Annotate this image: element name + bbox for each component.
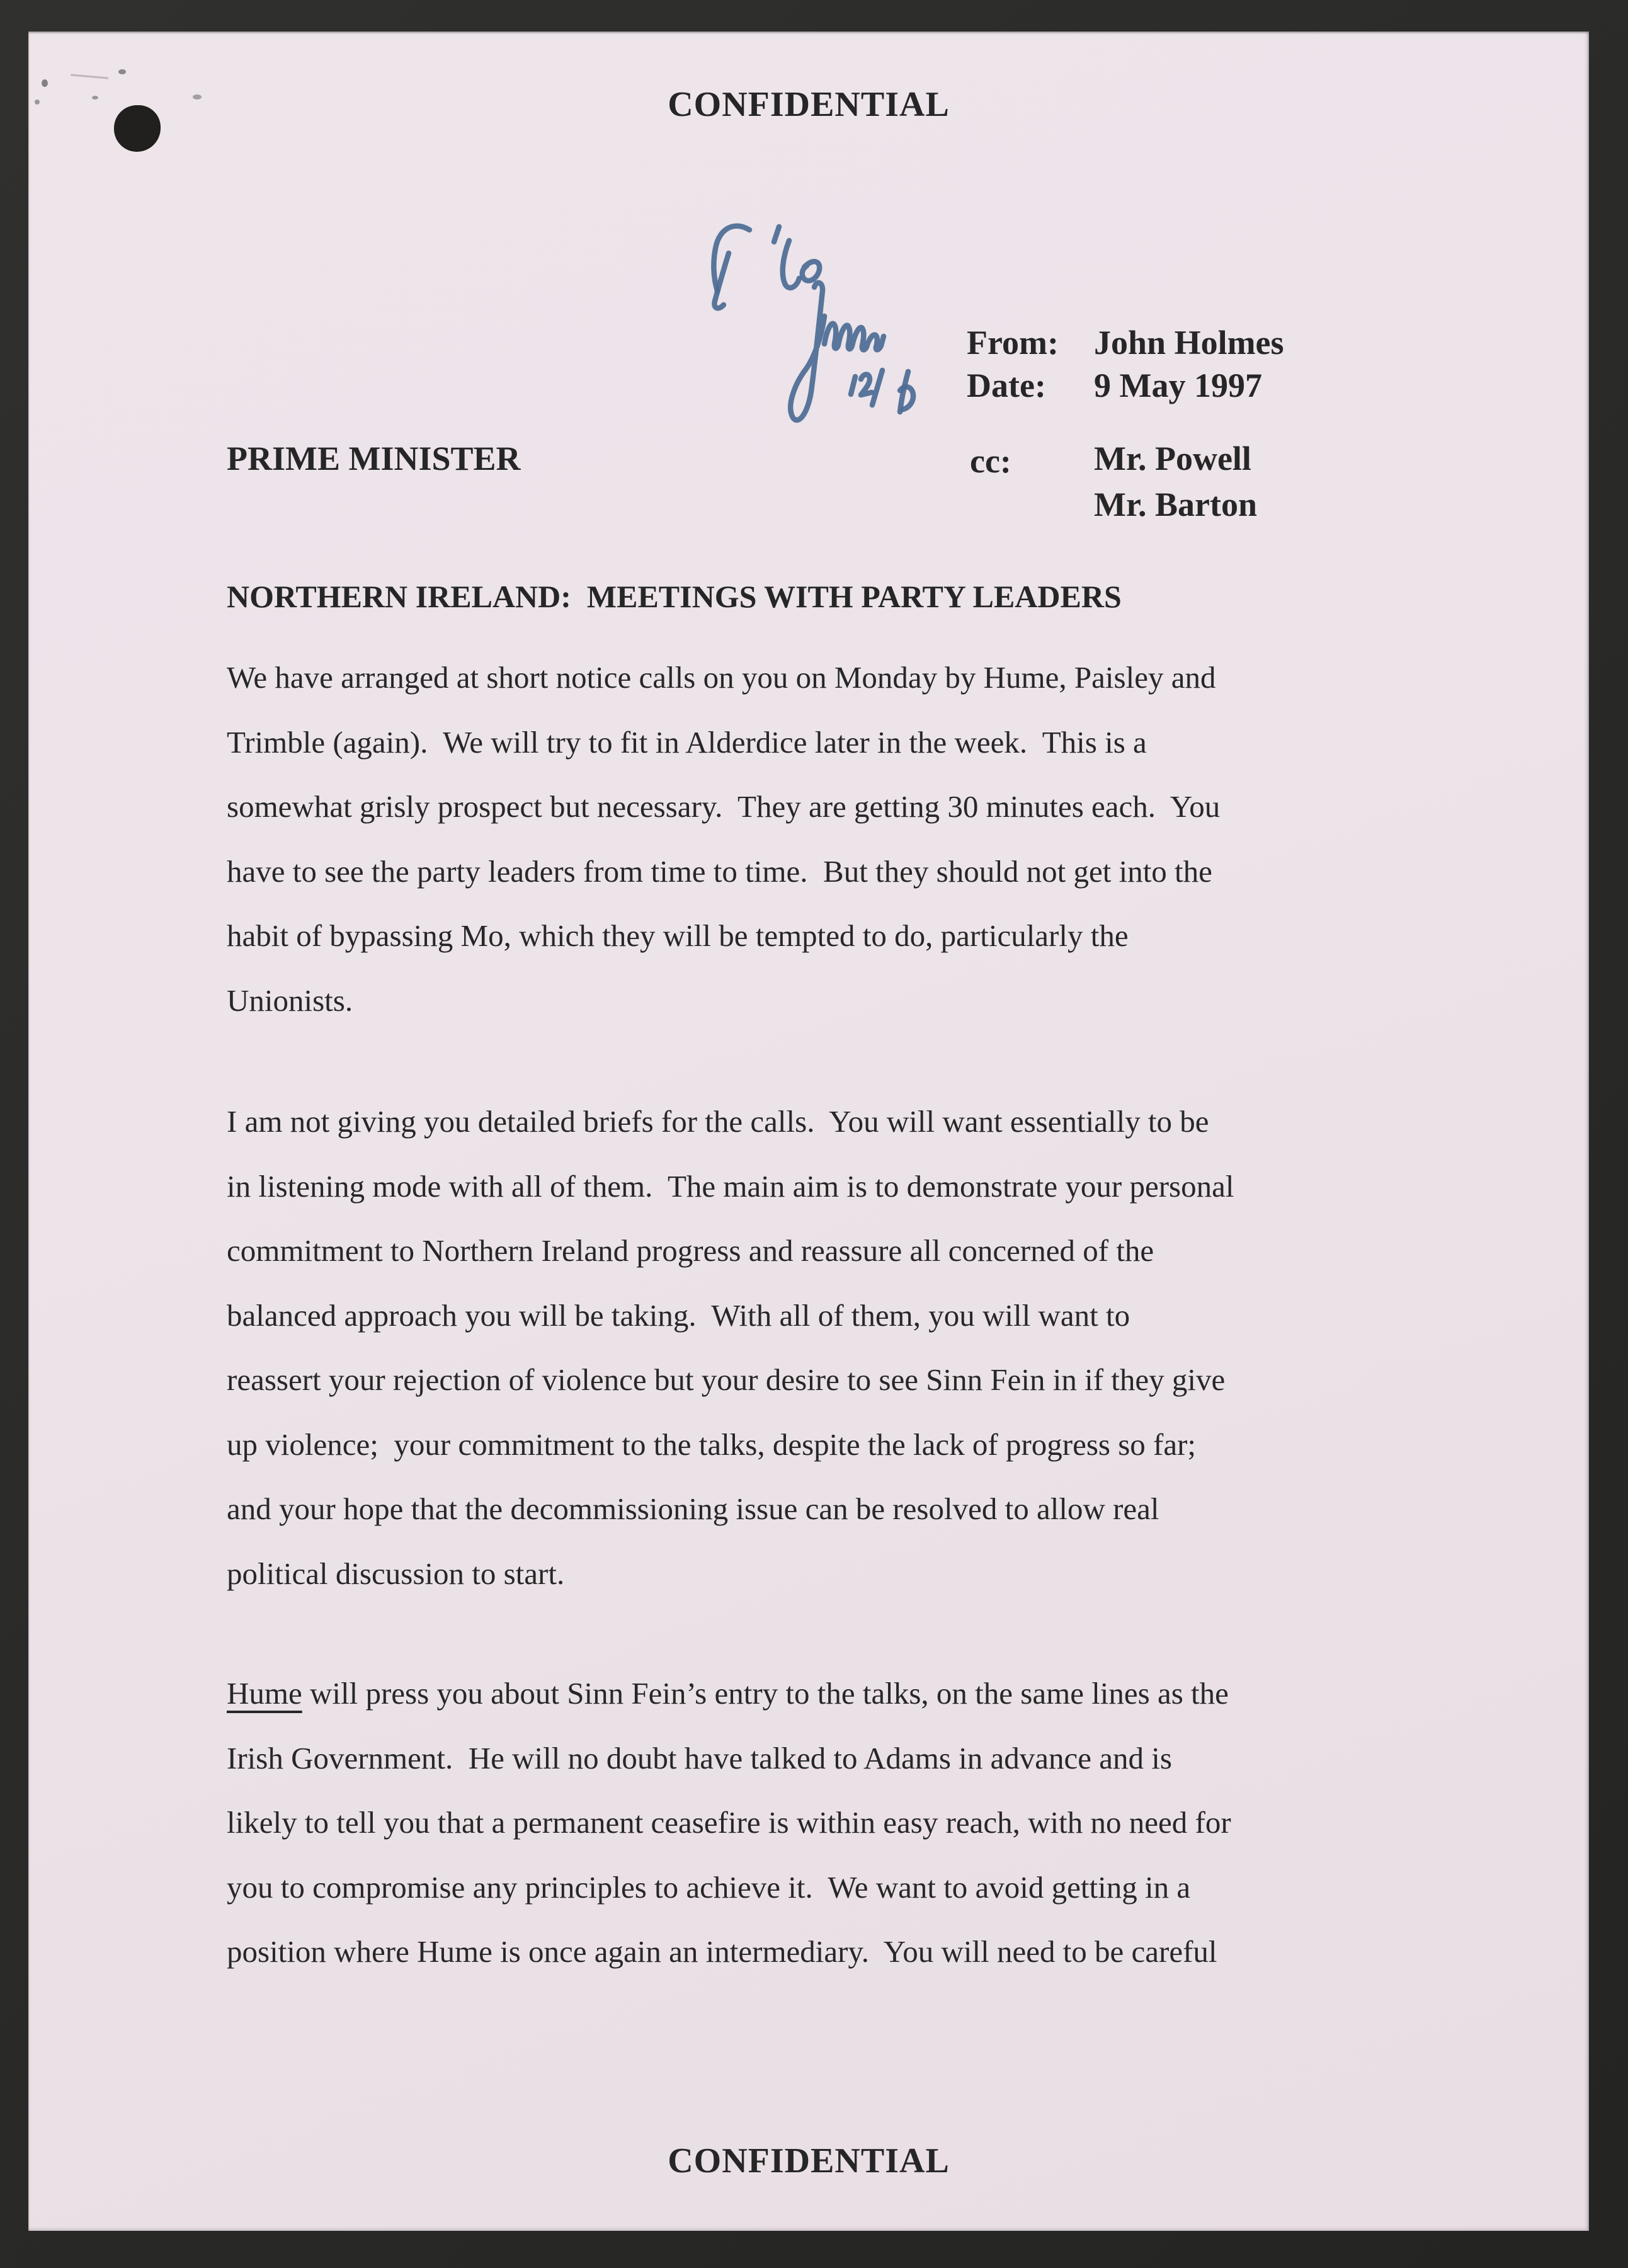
- from-label: From:: [967, 324, 1059, 362]
- body-line: Trimble (again). We will try to fit in Alderdice later in the week. This is a: [227, 724, 1147, 760]
- body-line: Unionists.: [227, 983, 353, 1018]
- body-line: Irish Government. He will no doubt have talked to Adams in advance and is: [227, 1740, 1172, 1775]
- handwritten-annotation: [690, 220, 942, 441]
- cc-recipient: Mr. Powell: [1094, 440, 1251, 477]
- body-line-text: will press you about Sinn Fein’s entry to the talks, on the same lines as the: [302, 1676, 1229, 1711]
- body-line: likely to tell you that a permanent ceasefire is within easy reach, with no need for: [227, 1805, 1231, 1840]
- body-paragraph: [227, 646, 1461, 1033]
- pencil-mark: [71, 74, 108, 79]
- body-line: We have arranged at short notice calls on you on Monday by Hume, Paisley and: [227, 660, 1216, 695]
- body-line: I am not giving you detailed briefs for the calls. You will want essentially to be: [227, 1104, 1209, 1139]
- body-line: commitment to Northern Ireland progress and reassure all concerned of the: [227, 1233, 1154, 1268]
- body-line: you to compromise any principles to achieve it. We want to avoid getting in a: [227, 1869, 1191, 1905]
- body-line: and your hope that the decommissioning issue can be resolved to allow real: [227, 1491, 1159, 1526]
- handwritten-file-note: [714, 226, 819, 308]
- body-line: in listening mode with all of them. The main aim is to demonstrate your personal: [227, 1168, 1234, 1204]
- date-value: 9 May 1997: [1094, 367, 1262, 404]
- cc-recipient: Mr. Barton: [1094, 486, 1257, 523]
- classification-banner-bottom: CONFIDENTIAL: [668, 2141, 950, 2180]
- body-line: habit of bypassing Mo, which they will be tempted to do, particularly the: [227, 918, 1129, 953]
- body-line: position where Hume is once again an intermediary. You will need to be careful: [227, 1934, 1217, 1969]
- body-line: reassert your rejection of violence but your desire to see Sinn Fein in if they give: [227, 1362, 1226, 1397]
- body-line: political discussion to start.: [227, 1556, 565, 1591]
- underlined-name: Hume: [227, 1676, 302, 1711]
- body-line: have to see the party leaders from time to time. But they should not get into the: [227, 853, 1212, 889]
- from-value: John Holmes: [1094, 324, 1284, 362]
- body-paragraph: [227, 1661, 1461, 1985]
- body-line: somewhat grisly prospect but necessary. They are getting 30 minutes each. You: [227, 789, 1221, 824]
- handwritten-date-note: [851, 370, 913, 412]
- body-line: up violence; your commitment to the talks, despite the lack of progress so far;: [227, 1427, 1197, 1462]
- recipient: PRIME MINISTER: [227, 440, 521, 477]
- handwritten-signature: [790, 283, 884, 420]
- memo-subject-title: NORTHERN IRELAND: MEETINGS WITH PARTY LEADERS: [227, 579, 1122, 614]
- memo-page: [28, 31, 1589, 2231]
- date-label: Date:: [967, 367, 1046, 404]
- body-line: balanced approach you will be taking. With all of them, you will want to: [227, 1297, 1130, 1333]
- body-paragraph: [227, 1090, 1461, 1606]
- body-line: [227, 1661, 1461, 1726]
- ink-speck: [118, 69, 126, 74]
- classification-banner-top: CONFIDENTIAL: [668, 85, 950, 124]
- cc-label: cc:: [970, 442, 1011, 480]
